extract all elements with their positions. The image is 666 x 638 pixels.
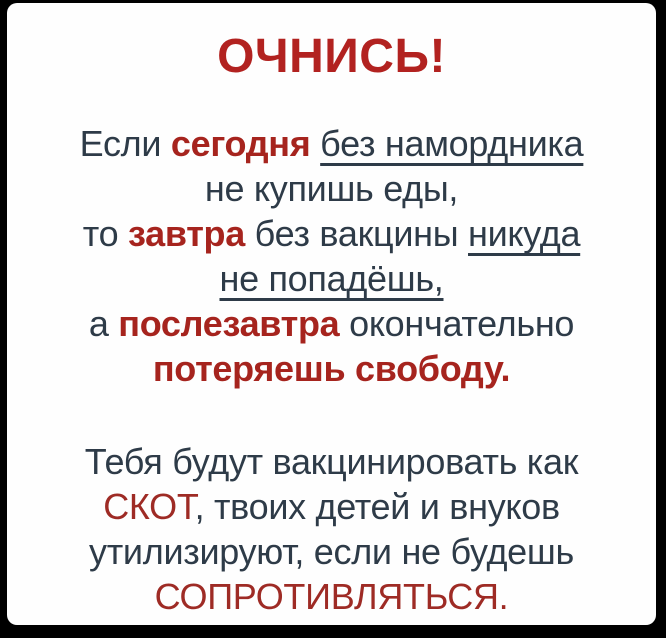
paragraph-threat [7,439,656,619]
text-segment: никуда [468,213,581,254]
text-line [7,346,656,391]
text-segment: потеряешь свободу. [152,348,511,389]
text-segment: а [88,303,119,344]
text-line [7,439,656,484]
poster-sheet [7,3,656,625]
text-line [7,574,656,619]
text-segment: то [82,213,129,254]
text-line [7,121,656,166]
text-segment: СКОТ [103,486,195,527]
text-segment: без вакцины [244,213,469,254]
paragraph-warning [7,121,656,391]
text-segment: не попадёшь, [219,258,444,299]
text-line [7,166,656,211]
text-segment: не купишь еды, [204,168,459,209]
text-segment: послезавтра [118,303,340,344]
text-line [7,211,656,256]
poster-title: ОЧНИСЬ! [217,30,446,83]
text-line [7,256,656,301]
text-segment: сегодня [170,123,311,164]
text-segment [310,123,320,164]
text-segment: утилизируют, если не будешь [89,531,574,572]
text-segment: Если [79,123,171,164]
text-segment: Тебя будут вакцинировать как [84,441,579,482]
text-line [7,484,656,529]
text-segment: СОПРОТИВЛЯТЬСЯ. [154,576,509,617]
text-line [7,529,656,574]
text-segment: завтра [128,213,245,254]
text-segment: без намордника [320,123,584,164]
text-segment: окончательно [339,303,575,344]
text-line [7,301,656,346]
text-segment: , твоих детей и внуков [194,486,560,527]
